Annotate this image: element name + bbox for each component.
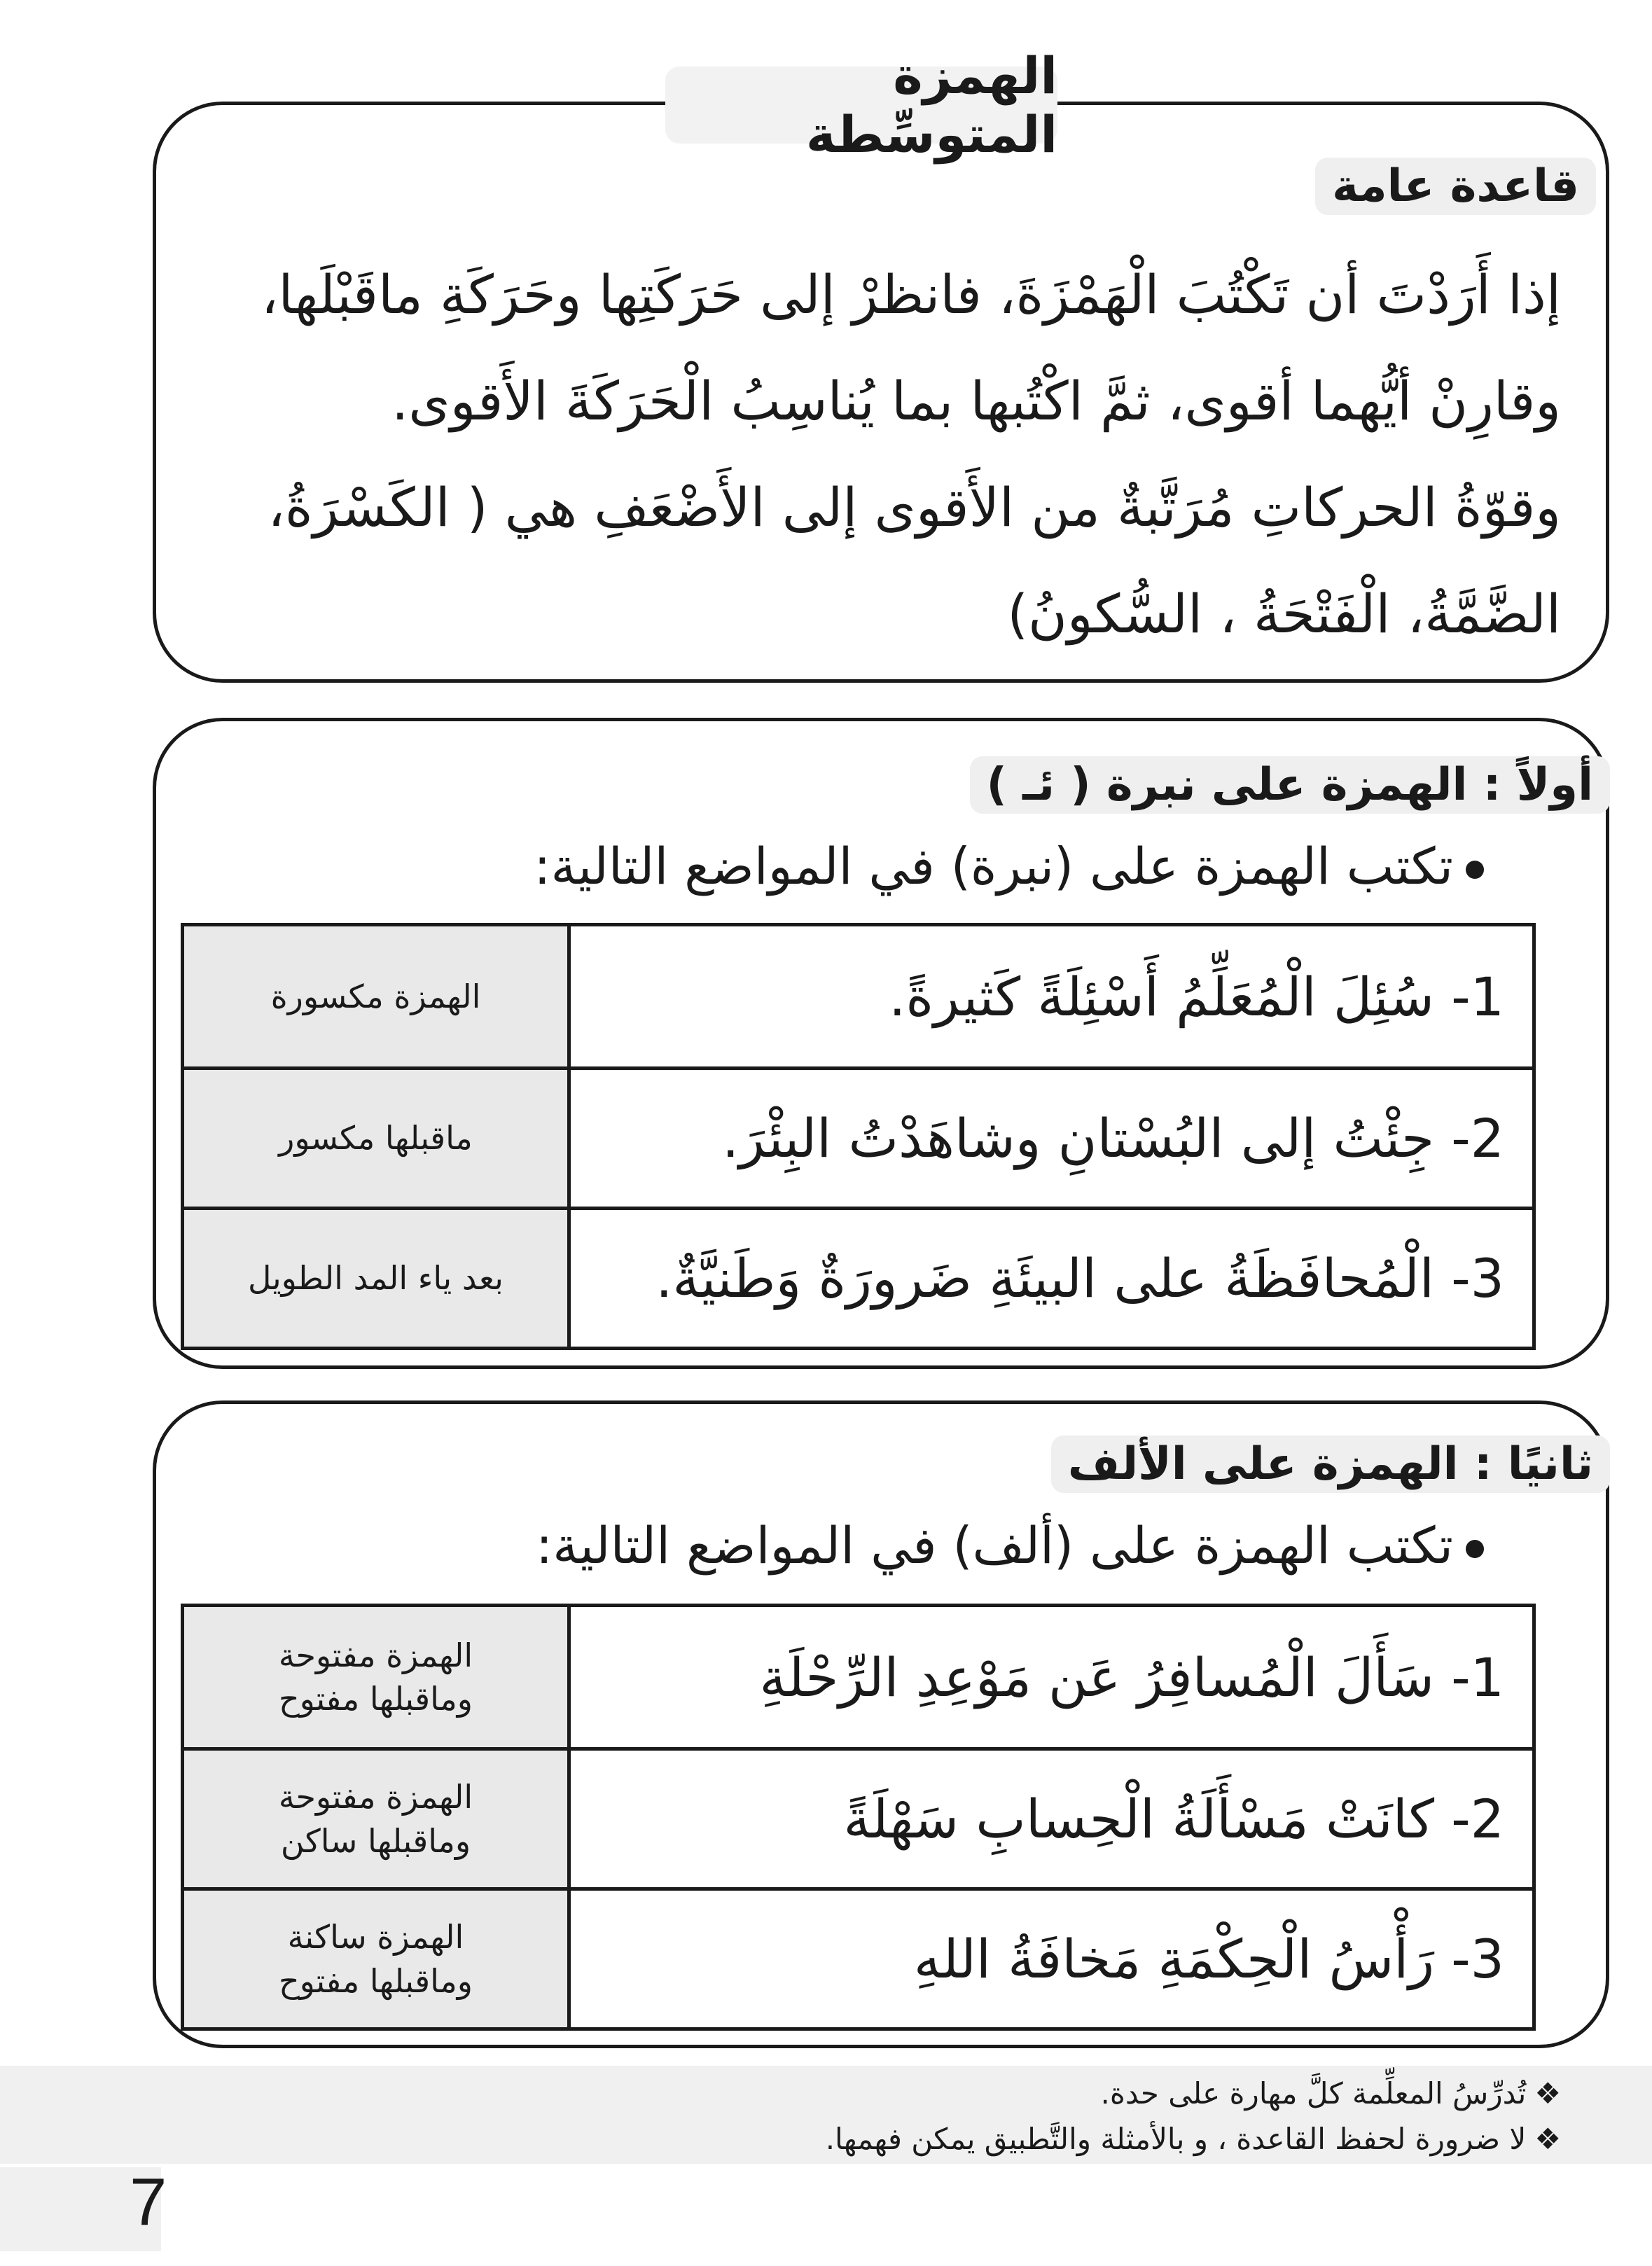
example-note: بعد ياء المد الطويل bbox=[183, 1209, 569, 1349]
bullet-dot-icon bbox=[1466, 1540, 1484, 1558]
section2-bullet-text: تكتب الهمزة على (ألف) في المواضع التالية: bbox=[536, 1516, 1453, 1575]
footer-note-2 bbox=[826, 2122, 1561, 2156]
diamond-bullet-icon: ❖ bbox=[1534, 2122, 1561, 2156]
rule-line-1: إذا أَرَدْتَ أن تَكْتُبَ الْهَمْزَةَ، فانظرْ إلى حَرَكَتِها وحَرَكَةِ ماقَبْلَها، bbox=[261, 263, 1561, 326]
rule-line-2: وقارِنْ أيُّهما أقوى، ثمَّ اكْتُبها بما يُناسِبُ الْحَرَكَةَ الأَقوى. bbox=[391, 370, 1561, 432]
rule-text bbox=[261, 242, 1561, 667]
section2-heading: ثانيًا : الهمزة على الألف bbox=[1051, 1436, 1610, 1493]
example-note: ماقبلها مكسور bbox=[183, 1069, 569, 1209]
example-note bbox=[183, 1749, 569, 1889]
example-note: الهمزة مكسورة bbox=[183, 925, 569, 1069]
page-number: 7 bbox=[130, 2164, 167, 2239]
example-note bbox=[183, 1889, 569, 2029]
diamond-bullet-icon: ❖ bbox=[1534, 2076, 1561, 2111]
example-sentence: 2- جِئْتُ إلى البُسْتانِ وشاهَدْتُ البِئْرَ. bbox=[569, 1069, 1534, 1209]
example-sentence: 1- سُئِلَ الْمُعَلِّمُ أَسْئِلَةً كَثيرةً. bbox=[569, 925, 1534, 1069]
table-row bbox=[183, 1749, 1534, 1889]
example-sentence: 3- رَأْسُ الْحِكْمَةِ مَخافَةُ اللهِ bbox=[569, 1889, 1534, 2029]
table-row bbox=[183, 1209, 1534, 1349]
section1-heading: أولاً : الهمزة على نبرة ( ئـ ) bbox=[970, 756, 1610, 814]
example-sentence: 3- الْمُحافَظَةُ على البيئَةِ ضَرورَةٌ وَطَنيَّةٌ. bbox=[569, 1209, 1534, 1349]
table-row bbox=[183, 925, 1534, 1069]
example-note bbox=[183, 1606, 569, 1749]
table-row bbox=[183, 1889, 1534, 2029]
note-line-2: وماقبلها ساكن bbox=[280, 1821, 471, 1860]
note-line-1: الهمزة مفتوحة bbox=[278, 1636, 473, 1674]
section1-bullet-text: تكتب الهمزة على (نبرة) في المواضع التالية: bbox=[534, 837, 1453, 896]
rule-heading: قاعدة عامة bbox=[1315, 158, 1596, 215]
section2-table bbox=[181, 1604, 1536, 2031]
example-sentence: 2- كانَتْ مَسْأَلَةُ الْحِسابِ سَهْلَةً bbox=[569, 1749, 1534, 1889]
rule-line-4: الضَّمَّةُ، الْفَتْحَةُ ، السُّكونُ) bbox=[1007, 583, 1561, 645]
footer-note-1 bbox=[1101, 2076, 1562, 2111]
rule-line-3: وقوّةُ الحركاتِ مُرَتَّبةٌ من الأَقوى إلى الأَضْعَفِ هي ( الكَسْرَةُ، bbox=[268, 476, 1561, 538]
table-row bbox=[183, 1606, 1534, 1749]
table-row bbox=[183, 1069, 1534, 1209]
footer-note-2-text: لا ضرورة لحفظ القاعدة ، و بالأمثلة والتَّطبيق يمكن فهمها. bbox=[825, 2122, 1527, 2156]
footer-note-1-text: تُدرِّسُ المعلِّمة كلَّ مهارة على حدة. bbox=[1100, 2076, 1527, 2111]
example-sentence: 1- سَأَلَ الْمُسافِرُ عَن مَوْعِدِ الرِّحْلَةِ bbox=[569, 1606, 1534, 1749]
page-title: الهمزة المتوسِّطة bbox=[665, 67, 1057, 144]
note-line-2: وماقبلها مفتوح bbox=[278, 1961, 473, 2000]
note-line-2: وماقبلها مفتوح bbox=[278, 1680, 473, 1718]
bullet-dot-icon bbox=[1466, 861, 1484, 879]
section2-bullet bbox=[536, 1516, 1484, 1575]
section1-bullet bbox=[534, 837, 1484, 896]
note-line-1: الهمزة ساكنة bbox=[287, 1918, 464, 1956]
section1-table bbox=[181, 923, 1536, 1350]
note-line-1: الهمزة مفتوحة bbox=[278, 1778, 473, 1816]
